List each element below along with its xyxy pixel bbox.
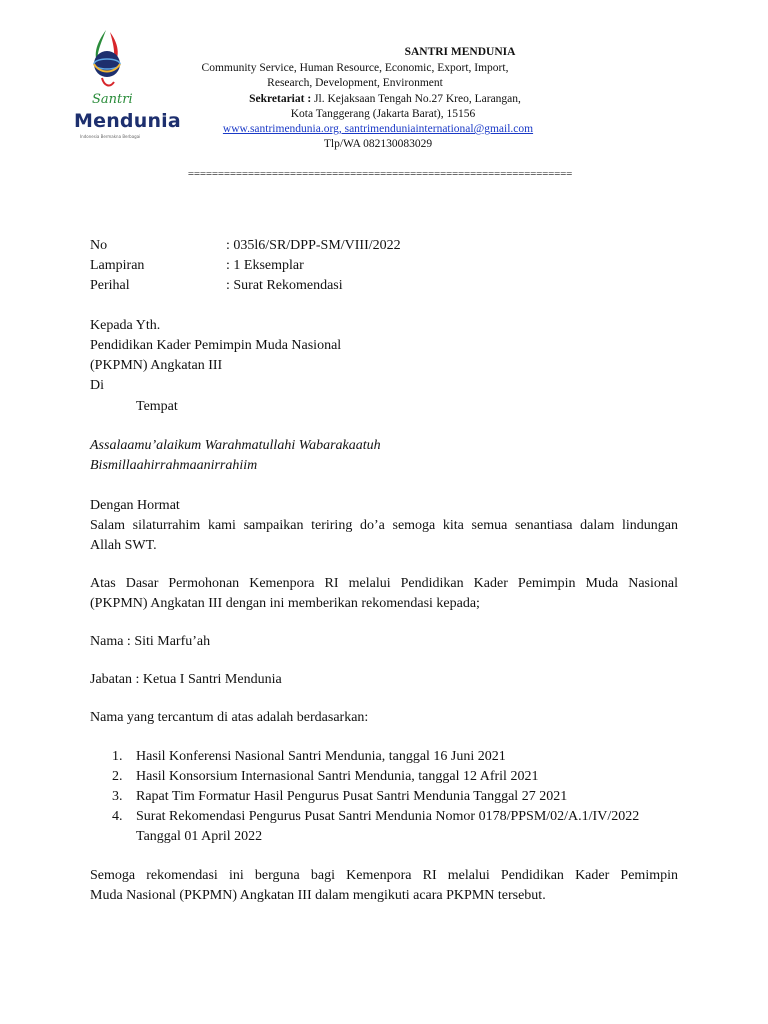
paragraph-2-line-1: Atas Dasar Permohonan Kemenpora RI melalui Pendidikan Kader Pemimpin Muda Nasional [90, 576, 678, 591]
list-item-number: 1. [112, 749, 123, 764]
recipient-name-line-2: (PKPMN) Angkatan III [90, 358, 223, 373]
paragraph-2-line-2: (PKPMN) Angkatan III dengan ini memberikan rekomendasi kepada; [90, 596, 480, 611]
santri-mendunia-logo [74, 28, 181, 142]
website-email-links[interactable]: www.santrimendunia.org, santrimenduniainternational@gmail.com [222, 123, 534, 135]
closing-line-2: Muda Nasional (PKPMN) Angkatan III dalam mengikuti acara PKPMN tersebut. [90, 888, 546, 903]
basis-line: Nama yang tercantum di atas adalah berdasarkan: [90, 710, 369, 725]
list-item-number: 4. [112, 809, 123, 824]
list-item: Rapat Tim Formatur Hasil Pengurus Pusat Santri Mendunia Tanggal 27 2021 [136, 789, 568, 804]
logo-script-text: Santri [92, 92, 133, 107]
nama-line: Nama : Siti Marfu’ah [90, 634, 211, 649]
lampiran-label: Lampiran [90, 258, 145, 273]
secretariat-address [185, 92, 585, 107]
phone-number: Tlp/WA 082130083029 [323, 138, 433, 150]
secretariat-label: Sekretariat : [249, 93, 312, 105]
perihal-value: : Surat Rekomendasi [226, 278, 343, 293]
header-separator: ================================================================ [187, 168, 573, 180]
closing-line-1: Semoga rekomendasi ini berguna bagi Kemenpora RI melalui Pendidikan Kader Pemimpin [90, 868, 678, 883]
recipient-name-line-1: Pendidikan Kader Pemimpin Muda Nasional [90, 338, 342, 353]
globe-flame-emblem-icon [74, 28, 144, 94]
paragraph-1-line-2: Allah SWT. [90, 538, 157, 553]
greeting-line-2: Bismillaahirrahmaanirrahiim [90, 458, 258, 473]
perihal-label: Perihal [90, 278, 130, 293]
logo-wordmark: Mendunia [74, 110, 181, 132]
jabatan-line: Jabatan : Ketua I Santri Mendunia [90, 672, 282, 687]
secretariat-text: Jl. Kejaksaan Tengah No.27 Kreo, Larangan, [311, 93, 521, 105]
list-item: Hasil Konsorsium Internasional Santri Mendunia, tanggal 12 Afril 2021 [136, 769, 539, 784]
org-fields-line-1: Community Service, Human Resource, Economic, Export, Import, [201, 62, 509, 74]
org-name: SANTRI MENDUNIA [404, 46, 516, 58]
opening: Dengan Hormat [90, 498, 180, 513]
lampiran-value: : 1 Eksemplar [226, 258, 304, 273]
paragraph-1-line-1: Salam silaturrahim kami sampaikan teriring do’a semoga kita semua senantiasa dalam lindungan [90, 518, 678, 533]
org-fields-line-2: Research, Development, Environment [267, 77, 443, 89]
list-item: Hasil Konferensi Nasional Santri Mendunia, tanggal 16 Juni 2021 [136, 749, 506, 764]
no-label: No [90, 238, 108, 253]
no-value: : 035l6/SR/DPP-SM/VIII/2022 [226, 238, 401, 253]
logo-tagline: Indonesia Bermakna Berbagai [80, 134, 141, 139]
recipient-place: Tempat [136, 399, 178, 414]
list-item-number: 3. [112, 789, 123, 804]
list-item: Surat Rekomendasi Pengurus Pusat Santri Mendunia Nomor 0178/PPSM/02/A.1/IV/2022 [136, 809, 640, 824]
greeting-line-1: Assalaamu’alaikum Warahmatullahi Wabarakaatuh [90, 438, 381, 453]
recipient-salutation: Kepada Yth. [90, 318, 161, 333]
city-address: Kota Tanggerang (Jakarta Barat), 15156 [290, 108, 476, 120]
recipient-di: Di [90, 378, 104, 393]
list-item-continuation: Tanggal 01 April 2022 [136, 829, 263, 844]
list-item-number: 2. [112, 769, 123, 784]
